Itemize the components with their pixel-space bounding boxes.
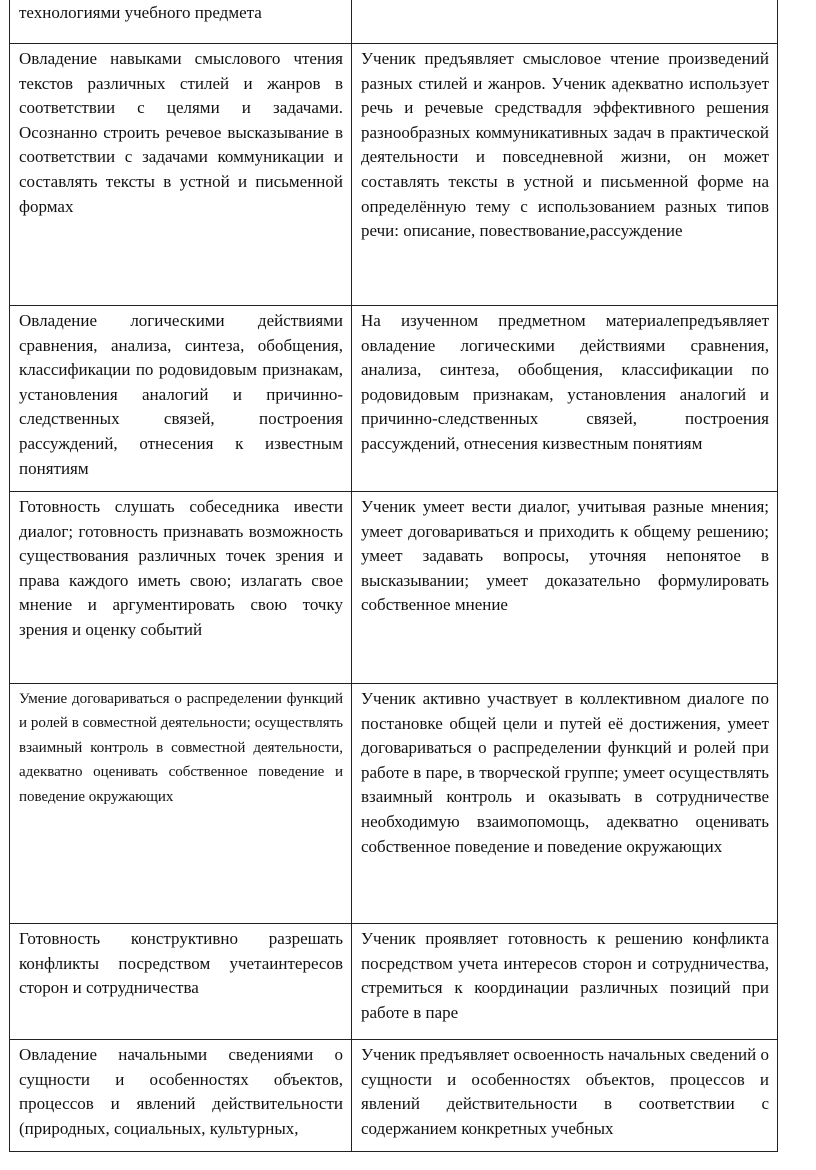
table-row (10, 924, 778, 1040)
table-cell-right (352, 306, 778, 492)
cell-text: Ученик умеет вести диалог, учитывая разные мнения; умеет договариваться и приходить к общему решению; умеет задавать вопросы, уточняя непонятое в высказывании; умеет доказательно формулировать собственное мнение (361, 497, 769, 615)
cell-text: Ученик предъявляет смысловое чтение произведений разных стилей и жанров. Ученик адекватно использует речь и речевые средствадля эффективного решения разнообразных коммуникативных задач в практической деятельности и повседневной жизни, он может составлять тексты в устной и письменной форме на определённую тему с использованием разных типов речи: описание, повествование,рассуждение (361, 49, 769, 241)
cell-text: технологиями учебного предмета (19, 3, 262, 22)
cell-text: Готовность конструктивно разрешать конфликты посредством учетаинтересов сторон и сотрудничества (19, 929, 343, 998)
table-cell-right (352, 684, 778, 924)
cell-text: Умение договариваться о распределении функций и ролей в совместной деятельности; осуществлять взаимный контроль в совместной деятельности, адекватно оценивать собственное поведение и поведение окружающих (19, 691, 343, 805)
cell-text: Овладение навыками смыслового чтения текстов различных стилей и жанров в соответствии с целями и задачами. Осознанно строить речевое высказывание в соответствии с задачами коммуникации и составлять тексты в устной и письменной формах (19, 49, 343, 216)
table-cell-left (10, 684, 352, 924)
cell-text: Ученик активно участвует в коллективном диалоге по постановке общей цели и путей её достижения, умеет договариваться о распределении функций и ролей при работе в паре, в творческой группе; умеет осуществлять взаимный контроль и оказывать в сотрудничестве необходимую взаимопомощь, адекватно оценивать собственное поведение и поведение окружающих (361, 689, 769, 856)
cell-text: Ученик проявляет готовность к решению конфликта посредством учета интересов сторон и сотрудничества, стремиться к координации различных позиций при работе в паре (361, 929, 769, 1022)
cell-text: Ученик предъявляет освоенность начальных сведений о сущности и особенностях объектов, процессов и явлений действительности в соответствии с содержанием конкретных учебных (361, 1045, 769, 1138)
table-row (10, 0, 778, 44)
cell-text: Овладение начальными сведениями о сущности и особенностях объектов, процессов и явлений действительности (природных, социальных, культурных, (19, 1045, 343, 1138)
table-cell-right (352, 0, 778, 44)
cell-text: Готовность слушать собеседника ивести диалог; готовность признавать возможность существования различных точек зрения и права каждого иметь свою; излагать свое мнение и аргументировать свою точку зрения и оценку событий (19, 497, 343, 639)
cell-text: На изученном предметном материалепредъявляет овладение логическими действиями сравнения, анализа, синтеза, обобщения, классификации по родовидовым признакам, установления аналогий и причинно-следственных связей, построения рассуждений, отнесения кизвестным понятиям (361, 311, 769, 453)
table-row (10, 44, 778, 306)
table-cell-left (10, 492, 352, 684)
table-row (10, 684, 778, 924)
table-cell-left (10, 44, 352, 306)
table-cell-left (10, 306, 352, 492)
competency-table (9, 0, 778, 1152)
table-cell-right (352, 1040, 778, 1152)
table-cell-right (352, 492, 778, 684)
table-row (10, 1040, 778, 1152)
table-row (10, 492, 778, 684)
cell-text: Овладение логическими действиями сравнения, анализа, синтеза, обобщения, классификации по родовидовым признакам, установления аналогий и причинно-следственных связей, построения рассуждений, отнесения к известным понятиям (19, 311, 343, 478)
table-cell-right (352, 44, 778, 306)
table-cell-left (10, 1040, 352, 1152)
table-cell-right (352, 924, 778, 1040)
table-row (10, 306, 778, 492)
table-cell-left (10, 924, 352, 1040)
table-cell-left (10, 0, 352, 44)
